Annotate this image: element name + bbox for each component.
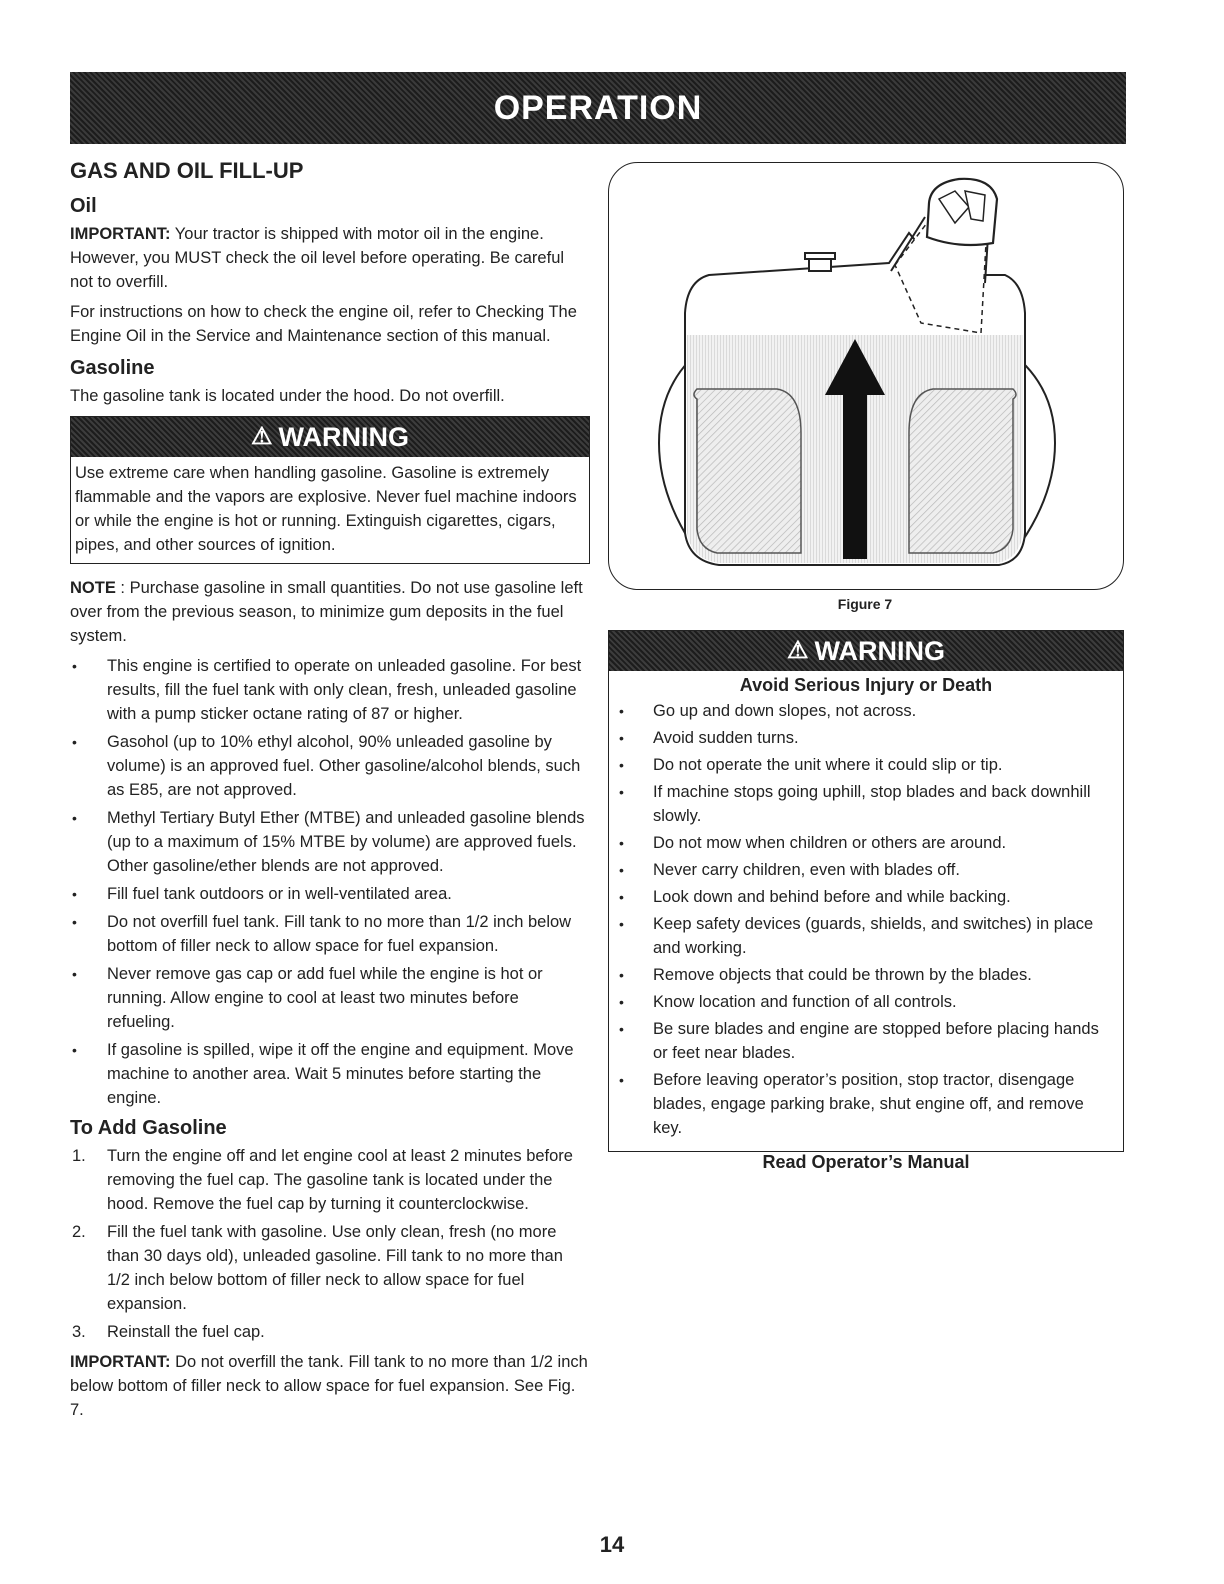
list-item: • Gasohol (up to 10% ethyl alcohol, 90% unleaded gasoline by volume) is an approved fuel. Other gasoline/alcohol blends, such as E85, are not approved.: [70, 730, 590, 802]
step-text: Fill the fuel tank with gasoline. Use only clean, fresh (no more than 30 days old), unleaded gasoline. Fill tank to no more than 1/2 inch below bottom of filler neck to allow space for fuel expansion.: [107, 1223, 563, 1313]
list-item: • If machine stops going uphill, stop blades and back downhill slowly.: [609, 780, 1123, 828]
gasoline-location-paragraph: The gasoline tank is located under the hood. Do not overfill.: [70, 387, 505, 405]
list-item: • Never carry children, even with blades off.: [609, 858, 1123, 882]
list-item: • Do not operate the unit where it could slip or tip.: [609, 753, 1123, 777]
list-item: • Methyl Tertiary Butyl Ether (MTBE) and unleaded gasoline blends (up to a maximum of 15% MTBE by volume) are approved fuels. Other gasoline/ether blends are not approved.: [70, 806, 590, 878]
list-item: • Remove objects that could be thrown by the blades.: [609, 963, 1123, 987]
overfill-important-paragraph: [70, 1350, 590, 1422]
list-item: [70, 1220, 590, 1316]
important-label: IMPORTANT:: [70, 225, 171, 243]
section-banner: [70, 72, 1126, 144]
note-paragraph: [70, 576, 590, 648]
section-title: GAS AND OIL FILL-UP: [70, 158, 304, 183]
add-gasoline-heading: To Add Gasoline: [70, 1117, 227, 1139]
list-item: • Before leaving operator’s position, stop tractor, disengage blades, engage parking brake, shut engine off, and remove key.: [609, 1068, 1123, 1140]
step-text: Turn the engine off and let engine cool at least 2 minutes before removing the fuel cap. The gasoline tank is located under the hood. Remove the fuel cap by turning it counterclockwise.: [107, 1147, 573, 1213]
left-column: [70, 156, 590, 1428]
list-item: • Avoid sudden turns.: [609, 726, 1123, 750]
step-number: 2.: [72, 1223, 86, 1241]
warning-title: WARNING: [278, 422, 409, 452]
warning-footer: Read Operator’s Manual: [762, 1152, 970, 1172]
figure-7-frame: [608, 162, 1124, 590]
list-item: • Know location and function of all controls.: [609, 990, 1123, 1014]
list-item: • Do not mow when children or others are around.: [609, 831, 1123, 855]
note-label: NOTE: [70, 579, 116, 597]
add-gasoline-steps: [70, 1144, 590, 1344]
list-item: • Keep safety devices (guards, shields, and switches) in place and working.: [609, 912, 1123, 960]
step-number: 3.: [72, 1323, 86, 1341]
step-text: Reinstall the fuel cap.: [107, 1323, 265, 1341]
figure-caption: Figure 7: [837, 596, 893, 612]
list-item: • Go up and down slopes, not across.: [609, 699, 1123, 723]
oil-instructions-paragraph: For instructions on how to check the engine oil, refer to Checking The Engine Oil in the Service and Maintenance section of this manual.: [70, 303, 577, 345]
fuel-bullet-list: [70, 654, 590, 1110]
list-item: • Do not overfill fuel tank. Fill tank to no more than 1/2 inch below bottom of filler neck to allow space for fuel expansion.: [70, 910, 590, 958]
fuel-tank-illustration: [609, 163, 1123, 589]
warning-text: Use extreme care when handling gasoline. Gasoline is extremely flammable and the vapors are explosive. Never fuel machine indoors or while the engine is hot or running. Extinguish cigarettes, cigars, pipes, and other sources of ignition.: [75, 464, 577, 554]
page-number: 14: [599, 1532, 625, 1557]
list-item: • Be sure blades and engine are stopped before placing hands or feet near blades.: [609, 1017, 1123, 1065]
warning-triangle-icon: ⚠: [786, 637, 809, 664]
gasoline-heading: Gasoline: [70, 357, 155, 379]
list-item: • Never remove gas cap or add fuel while the engine is hot or running. Allow engine to cool at least two minutes before refueling.: [70, 962, 590, 1034]
list-item: [70, 1144, 590, 1216]
overfill-important-text: Do not overfill the tank. Fill tank to no more than 1/2 inch below bottom of filler neck to allow space for fuel expansion. See Fig. 7.: [70, 1353, 588, 1419]
safety-warning-box: [608, 630, 1124, 1172]
step-number: 1.: [72, 1147, 86, 1165]
warning-header: [71, 417, 589, 457]
note-text: : Purchase gasoline in small quantities. Do not use gasoline left over from the previous season, to minimize gum deposits in the fuel system.: [70, 579, 583, 645]
gasoline-warning-box: [70, 416, 590, 564]
warning-header: [609, 631, 1123, 671]
oil-heading: Oil: [70, 195, 97, 217]
warning-triangle-icon: ⚠: [250, 423, 273, 450]
oil-important-paragraph: [70, 222, 590, 294]
list-item: [70, 1320, 590, 1344]
list-item: • If gasoline is spilled, wipe it off the engine and equipment. Move machine to another area. Wait 5 minutes before starting the engine.: [70, 1038, 590, 1110]
warning-subtitle: Avoid Serious Injury or Death: [739, 675, 993, 695]
important-label: IMPORTANT:: [70, 1353, 171, 1371]
warning-title: WARNING: [814, 636, 945, 666]
list-item: • Fill fuel tank outdoors or in well-ventilated area.: [70, 882, 590, 906]
safety-bullet-list: [609, 699, 1123, 1140]
banner-title: OPERATION: [493, 88, 703, 127]
list-item: • Look down and behind before and while backing.: [609, 885, 1123, 909]
oil-important-text: Your tractor is shipped with motor oil in the engine. However, you MUST check the oil level before operating. Be careful not to overfill.: [70, 225, 565, 291]
list-item: • This engine is certified to operate on unleaded gasoline. For best results, fill the fuel tank with only clean, fresh, unleaded gasoline with a pump sticker octane rating of 87 or higher.: [70, 654, 590, 726]
